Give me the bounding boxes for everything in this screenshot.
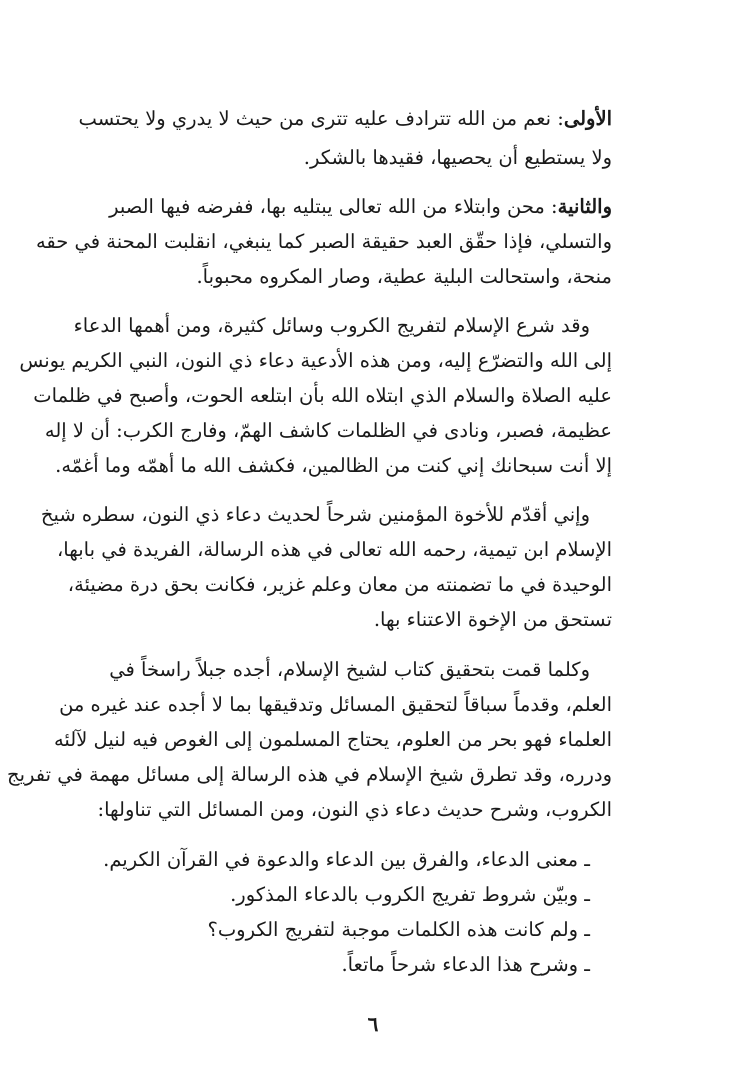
paragraph-3-line-2: إلى الله والتضرّع إليه، ومن هذه الأدعية دعاء ذي النون، النبي الكريم يونس (19, 349, 612, 372)
paragraph-3-line-3: عليه الصلاة والسلام الذي ابتلاه الله بأن ابتلعه الحوت، وأصبح في ظلمات (33, 384, 612, 407)
paragraph-1-line-2: ولا يستطيع أن يحصيها، فقيدها بالشكر. (303, 146, 612, 169)
paragraph-4-line-4: تستحق من الإخوة الاعتناء بها. (373, 608, 612, 631)
paragraph-3-line-4: عظيمة، فصبر، ونادى في الظلمات كاشف الهمّ، وفارج الكرب: أن لا إله (44, 419, 612, 442)
list-item: ـ ولم كانت هذه الكلمات موجبة لتفريج الكروب؟ (207, 918, 590, 941)
paragraph-3-line-1: وقد شرع الإسلام لتفريج الكروب وسائل كثيرة، ومن أهمها الدعاء (73, 314, 590, 337)
paragraph-5-line-1: وكلما قمت بتحقيق كتاب لشيخ الإسلام، أجده جبلاً راسخاً في (109, 658, 590, 681)
page-number: ٦ (367, 1012, 379, 1036)
paragraph-4-line-2: الإسلام ابن تيمية، رحمه الله تعالى في هذه الرسالة، الفريدة في بابها، (57, 538, 612, 561)
paragraph-2-line-1: والثانية: محن وابتلاء من الله تعالى يبتليه بها، ففرضه فيها الصبر (109, 195, 612, 218)
list-item: ـ معنى الدعاء، والفرق بين الدعاء والدعوة في القرآن الكريم. (103, 848, 590, 871)
list-item: ـ وبيّن شروط تفريج الكروب بالدعاء المذكور. (230, 883, 590, 906)
paragraph-4-line-3: الوحيدة في ما تضمنته من معان وعلم غزير، فكانت بحق درة مضيئة، (67, 573, 612, 596)
paragraph-1-label: الأولى (563, 107, 612, 130)
paragraph-5-line-4: ودرره، وقد تطرق شيخ الإسلام في هذه الرسالة إلى مسائل مهمة في تفريج (6, 763, 612, 786)
paragraph-1-line-1: الأولى: نعم من الله تترادف عليه تترى من حيث لا يدري ولا يحتسب (78, 107, 612, 130)
list-item: ـ وشرح هذا الدعاء شرحاً ماتعاً. (341, 953, 590, 976)
paragraph-2-line-3: منحة، واستحالت البلية عطية، وصار المكروه محبوباً. (196, 265, 612, 288)
paragraph-5-line-2: العلم، وقدماً سباقاً لتحقيق المسائل وتدقيقها بما لا أجده عند غيره من (59, 693, 612, 716)
paragraph-5-line-3: العلماء فهو بحر من العلوم، يحتاج المسلمون إلى الغوص فيه لنيل لآلئه (53, 728, 612, 751)
paragraph-2-label: والثانية (557, 195, 612, 218)
paragraph-4-line-1: وإني أقدّم للأخوة المؤمنين شرحاً لحديث دعاء ذي النون، سطره شيخ (40, 503, 590, 526)
paragraph-5-line-5: الكروب، وشرح حديث دعاء ذي النون، ومن المسائل التي تناولها: (97, 798, 612, 821)
paragraph-2-line-2: والتسلي، فإذا حقّق العبد حقيقة الصبر كما ينبغي، انقلبت المحنة في حقه (35, 230, 612, 253)
paragraph-3-line-5: إلا أنت سبحانك إني كنت من الظالمين، فكشف الله ما أهمّه وما أغمّه. (55, 454, 612, 477)
